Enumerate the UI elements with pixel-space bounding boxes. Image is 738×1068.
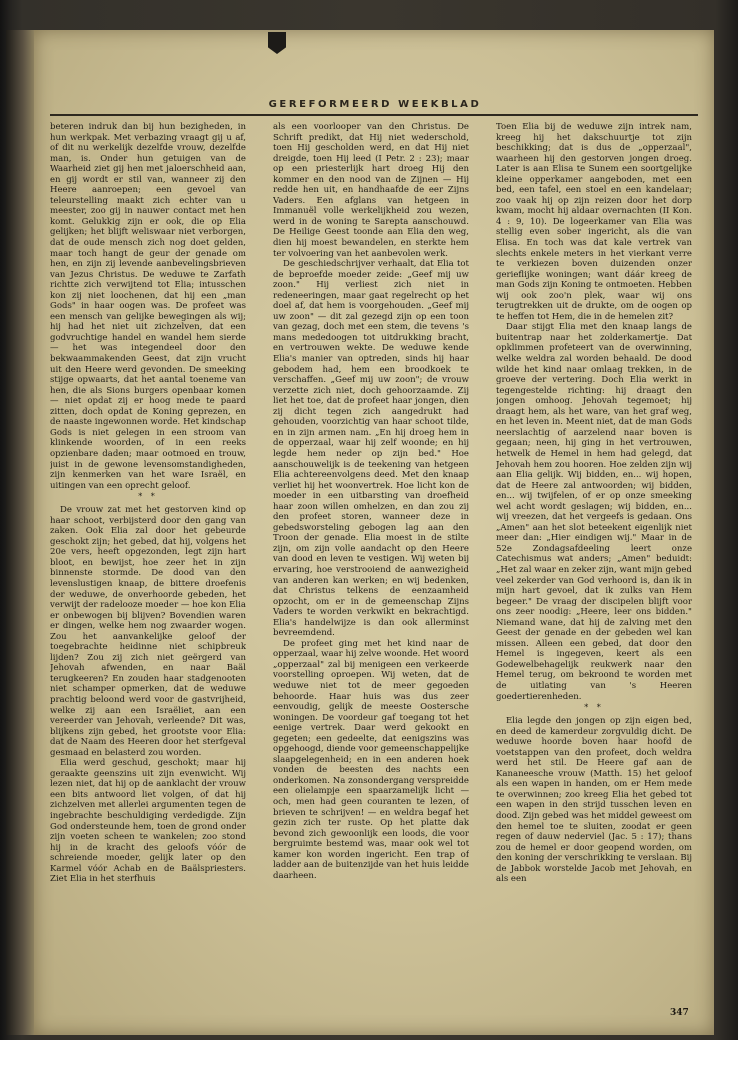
- paragraph: De geschiedschrijver verhaalt, dat Elia tot de beproefde moeder zeide: „Geef mij uw zoon." Hij verliest zich niet in redeneeringen, maar gaat regelrecht op het doel af, dat hem is voorgehouden. „Geef mij uw zoon" — dit zal gezegd zijn op een toon van gezag, doch met een stem, die tevens 's mans mededoogen tot uitdrukking bracht, en vertrouwen wekte. De weduwe kende Elia's manier van optreden, sinds hij haar gebodem had, hem een broodkoek te verschaffen. „Geef mij uw zoon"; de vrouw verzette zich niet, doch gehoorzaamde. Zij liet het toe, dat de profeet haar jongen, dien zij dicht tegen zich aangedrukt had gehouden, voorzichtig van haar schoot tilde, en in zijn armen nam. „En hij droeg hem in de opperzaal, waar hij zelf woonde; en hij legde hem neder op zijn bed." Hoe aanschouwelijk is de teekening van hetgeen Elia achtereenvolgens deed. Met den knaap verliet hij het woonvertrek. Hoe licht kon de moeder in een uitbarsting van droefheid haar zoon willen omhelzen, en dan zou zij den profeet storen, wanneer deze in gebedsworsteling gebogen lag aan den Troon der genade. Elia moest in de stilte zijn, om zijn volle aandacht op den Heere van dood en leven te vestigen. Wij weten bij ervaring, hoe verstrooiend de aanwezigheid van anderen kan werken; en wij bedenken, dat Christus telkens de eenzaamheid opzocht, om er in de gemeenschap Zijns Vaders te worden verkwikt en bekrachtigd. Elia's handelwijze is dan ook allerminst bevreemdend.: [273, 259, 469, 639]
- paragraph: De profeet ging met het kind naar de opperzaal, waar hij zelve woonde. Het woord „opperzaal" zal bij menigeen een verkeerde voorstelling oproepen. Wij weten, dat de weduwe niet tot de meer gegoeden behoorde. Haar huis was dus zeer eenvoudig, gelijk de meeste Oostersche woningen. De voordeur gaf toegang tot het eenige vertrek. Daar werd gekookt en gegeten; een gedeelte, dat eenigszins was opgehoogd, diende voor gemeenschappelijke slaapgelegenheid; en in een anderen hoek vonden de beesten des nachts een onderkomen. Na zonsondergang verspreidde een olielampje een spaarzamelijk licht — och, men had geen couranten te lezen, of brieven te schrijven! — en weldra begaf het gezin zich ter ruste. Op het platte dak bevond zich gewoonlijk een loods, die voor bergruimte bestemd was, maar ook wel tot kamer kon worden ingericht. Een trap of ladder aan de buitenzijde van het huis leidde daarheen.: [273, 638, 469, 881]
- paragraph: als een voorlooper van den Christus. De Schrift predikt, dat Hij niet wederschold, toen Hij gescholden werd, en dat Hij niet dreigde, toen Hij leed (I Petr. 2 : 23); maar op een priesterlijk hart droeg Hij den kommer en den nood van de Zijnen — Hij redde hen uit, en handhaafde de eer Zijns Vaders. Een afglans van hetgeen in Immanuël volle werkelijkheid zou wezen, werd in de woning te Sarepta aanschouwd. De Heilige Geest toonde aan Elia den weg, dien hij moest bewandelen, en sterkte hem ter volvoering van het aanbevolen werk.: [273, 122, 469, 259]
- paragraph: Toen Elia bij de weduwe zijn intrek nam, kreeg hij het dakschuurtje tot zijn beschikking; dat is dus de „opperzaal", waarheen hij den gestorven jongen droeg. Later is aan Elisa te Sunem een soortgelijke kleine opperkamer aangeboden, met een bed, een tafel, een stoel en een kandelaar; zoo vaak hij op zijn reizen door het dorp kwam, mocht hij aldaar overnachten (II Kon. 4 : 9, 10). De logeerkamer van Elia was stellig even sober ingericht, als die van Elisa. En toch was dat kale vertrek van slechts enkele meters in het vierkant verre te verkiezen boven duizenden onzer gerieflijke woningen; want dáár kreeg de man Gods zijn Koning te ontmoeten. Hebben wij ook zoo'n plek, waar wij ons terugtrekken uit de drukte, om de oogen op te heffen tot Hem, die in de hemelen zit?: [496, 122, 692, 322]
- text-column-2: [273, 122, 469, 992]
- paragraph: De vrouw zat met het gestorven kind op haar schoot, verbijsterd door den gang van zaken. Ook Elia zal door het gebeurde geschokt zijn; het gebed, dat hij, volgens het 20e vers, heeft opgezonden, legt zijn hart bloot, en bewijst, hoe zeer het in zijn binnenste stormde. De dood van den levenslustigen knaap, de bittere droefenis der weduwe, de onverhoorde gebeden, het verwijt der radelooze moeder — hoe kon Elia er onbewogen bij blijven? Bovendien waren er dingen, welke hem nog zwaarder wogen. Zou het aanvankelijke geloof der toegebrachte heidinne niet schipbreuk lijden? Zou zij zich niet geërgerd van Jehovah afwenden, en naar Baäl terugkeeren? En zouden haar stadgenooten niet schamper opmerken, dat de weduwe prachtig beloond werd voor de gastvrijheid, welke zij aan een Israëliet, aan een vereerder van Jehovah, verleende? Dit was, blijkens zijn gebed, het grootste voor Elia: dat de Naam des Heeren door het sterfgeval gesmaad en belasterd zou worden.: [50, 505, 246, 758]
- text-column-1: [50, 122, 246, 992]
- paragraph: Daar stijgt Elia met den knaap langs de buitentrap naar het zolderkamertje. Dat opklimmen profeteert van de overwinning, welke weldra zal worden behaald. De dood wilde het kind naar omlaag trekken, in de groeve der vertering. Doch Elia werkt in tegengestelde richting: hij draagt den jongen omhoog. Jehovah tegemoet; hij draagt hem, als het ware, van het graf weg, en het leven in. Meent niet, dat de man Gods neerslachtig of aarzelend naar boven is gegaan; neen, hij ging in het vertrouwen, hetwelk de Hemel in hem had gelegd, dat Jehovah hem zou hooren. Hoe zelden zijn wij aan Elia gelijk. Wij bidden, en... wij hopen, dat de Heere zal antwoorden; wij bidden, en... wij twijfelen, of er op onze smeeking wel acht wordt geslagen; wij bidden, en... wij vreezen, dat het vergeefs is gedaan. Ons „Amen" aan het slot beteekent eigenlijk niet meer dan: „Hier eindigen wij." Maar in de 52e Zondagsafdeeling leert onze Catechismus wat anders; „Amen" beduidt: „Het zal waar en zeker zijn, want mijn gebed veel zekerder van God verhoord is, dan ik in mijn hart gevoel, dat ik zulks van Hem begeer." De vraag der discipelen blijft voor ons zeer noodig: „Heere, leer ons bidden." Niemand wane, dat hij de zalving met den Geest der genade en der gebeden wel kan missen. Alleen een gebed, dat door den Hemel is ingegeven, keert als een Godewelbehagelijk reukwerk naar den Hemel terug, om bekroond te worden met de uitlating van 's Heeren goedertierenheden.: [496, 322, 692, 702]
- text-column-3: [496, 122, 692, 992]
- binding-edge: [6, 30, 34, 1035]
- paragraph: Elia werd geschud, geschokt; maar hij geraakte geenszins uit zijn evenwicht. Wij lezen niet, dat hij op de aanklacht der vrouw een bits antwoord liet volgen, of dat hij zichzelven met allerlei argumenten tegen de ingebrachte beschuldiging verdedigde. Zijn God ondersteunde hem, toen de grond onder zijn voeten scheen te wankelen; zoo stond hij in de kracht des geloofs vóór de schreiende moeder, gelijk later op den Karmel vóór Achab en de Baälspriesters. Ziet Elia in het sterfhuis: [50, 758, 246, 885]
- header-rule: [50, 114, 698, 116]
- section-separator: * *: [584, 703, 604, 713]
- page-number: 347: [670, 1008, 689, 1018]
- paragraph: beteren indruk dan bij hun bezigheden, in hun werkpak. Met verbazing vraagt gij u af, of dit nu werkelijk dezelfde vrouw, dezelfde man, is. Onder hun getuigen van de Waarheid ziet gij hen met jaloerschheid aan, en gij wordt er stil van, wanneer zij den Heere aanroepen; een gevoel van teleurstelling maakt zich echter van u meester, zoo gij in nauwer contact met hen komt. Gelukkig zijn er ook, die op Elia gelijken; het blijft weliswaar niet verborgen, dat de oude mensch zich nog doet gelden, maar toch hangt de geur der genade om hen, en zijn zij levende aanbevelingsbrieven van Jezus Christus. De weduwe te Zarfath richtte zich verwijtend tot Elia; intusschen kon zij niet loochenen, dat hij een „man Gods" in haar oogen was. De profeet was een mensch van gelijke bewegingen als wij; hij had het niet uit zichzelven, dat een godvruchtige handel en wandel hem sierde — het was integendeel door den bekwaammakenden Geest, dat zijn vrucht uit den Heere werd gevonden. De smeeking stijge opwaarts, dat het aantal toeneme van hen, die als Sions burgers openbaar komen — niet opdat zij er hoog mede te paard zitten, doch opdat de Koning geprezen, en de naaste ingewonnen worde. Het kindschap Gods is niet gelegen in een stroom van klinkende woorden, of in een reeks opzienbare daden; maar ootmoed en trouw, juist in de gewone levensomstandigheden, zijn kenmerken van het ware Israël, en uitingen van een oprecht geloof.: [50, 122, 246, 491]
- running-head: GEREFORMEERD WEEKBLAD: [268, 99, 482, 110]
- section-separator: * *: [138, 492, 158, 502]
- paragraph: Elia legde den jongen op zijn eigen bed, en deed de kamerdeur zorgvuldig dicht. De weduwe hoorde boven haar hoofd de voetstappen van den profeet, doch weldra werd het stil. De Heere gaf aan de Kananeesche vrouw (Matth. 15) het geloof als een wapen in handen, om er Hem mede te overwinnen; zoo kreeg Elia het gebed tot een wapen in den strijd tusschen leven en dood. Zijn gebed was het middel geweest om den hemel toe te sluiten, zoodat er geen regen of dauw nederviel (Jac. 5 : 17); thans zou de hemel er door geopend worden, om den koning der verschrikking te verslaan. Bij de Jabbok worstelde Jacob met Jehovah, en als een: [496, 716, 692, 885]
